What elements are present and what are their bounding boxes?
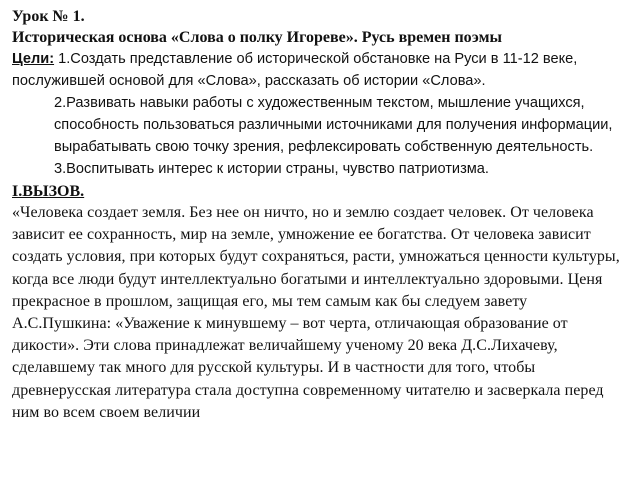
goals-label: Цели: (12, 51, 55, 67)
section-quote: «Человека создает земля. Без нее он ничто, но и землю создает человек. От человека зависит ее сохранность, мир на земле, умножение ее богатства. От человека зависит создать условия, при которых будут сохраняться, расти, умножаться ценности культуры, когда все люди будут интеллектуально богатыми и интеллектуально здоровыми. Ценя прекрасное в прошлом, защищая его, мы тем самым как бы следуем завету А.С.Пушкина: «Уважение к минувшему – вот черта, отличающая образование от дикости». Эти слова принадлежат величайшему ученому 20 века Д.С.Лихачеву, сделавшему так много для русской культуры. И в частности для того, чтобы древнерусская литература стала доступна современному читателю и засверкала перед ним во всем своем величии (12, 204, 620, 421)
goal-text-1: 1.Создать представление об исторической обстановке на Руси в 11-12 веке, послужившей основой для «Слова», рассказать об истории «Слова». (12, 51, 578, 89)
lesson-document (12, 6, 624, 424)
lesson-number: Урок № 1. (12, 8, 85, 25)
goal-item-2: 2.Развивать навыки работы с художественным текстом, мышление учащихся, способность пользоваться различными источниками для получения информации, вырабатывать свою точку зрения, рефлексировать собственную деятельность. (54, 95, 613, 155)
goal-item-3: 3.Воспитывать интерес к истории страны, чувство патриотизма. (54, 161, 489, 177)
lesson-title: Историческая основа «Слова о полку Игореве». Русь времен поэмы (12, 29, 503, 46)
section-heading: I.ВЫЗОВ. (12, 183, 85, 200)
goal-item-1 (12, 48, 624, 92)
